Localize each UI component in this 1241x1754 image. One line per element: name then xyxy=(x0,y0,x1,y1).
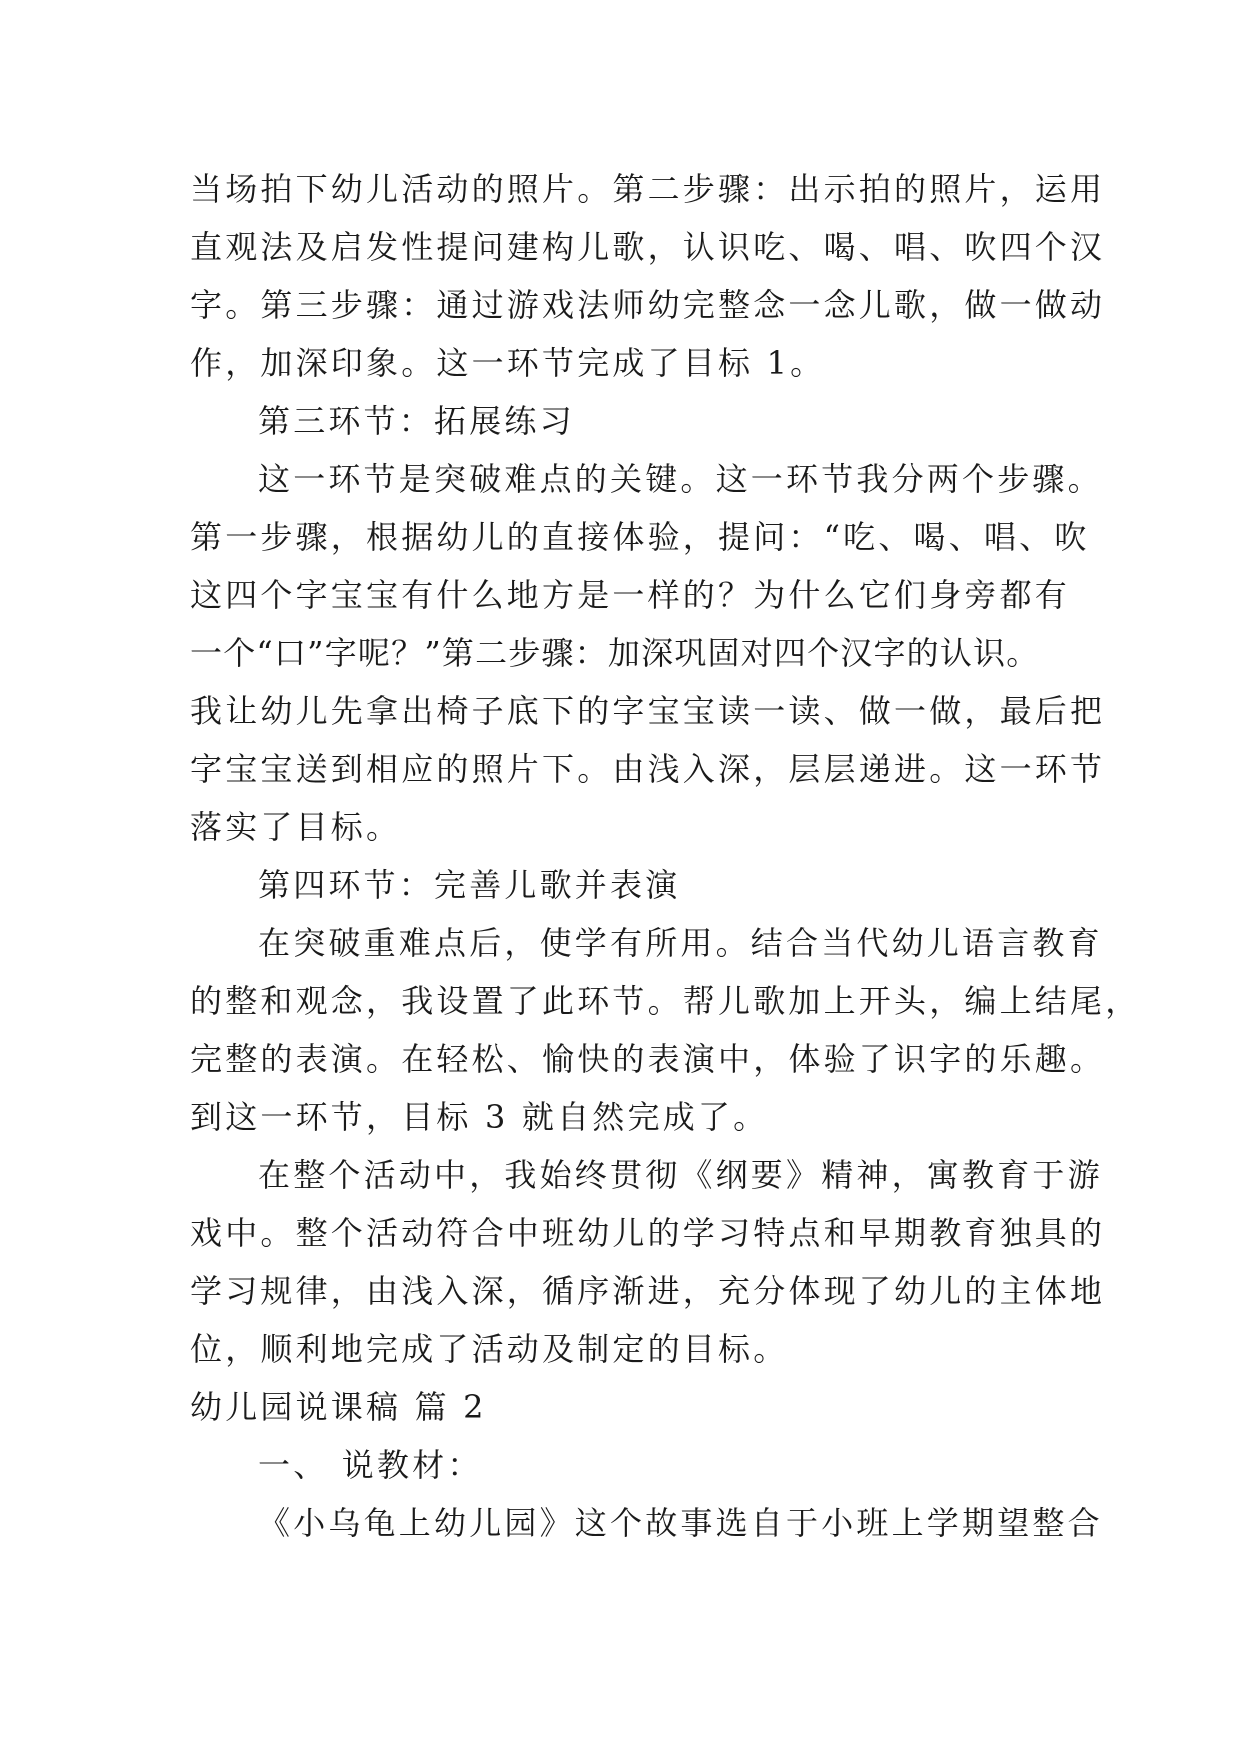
text-line: 当场拍下幼儿活动的照片。第二步骤：出示拍的照片，运用 xyxy=(190,170,1106,208)
text-line: 的整和观念，我设置了此环节。帮儿歌加上开头，编上结尾， xyxy=(190,982,1141,1020)
section-heading: 第四环节：完善儿歌并表演 xyxy=(258,866,681,904)
text-line: 作，加深印象。这一环节完成了目标 1。 xyxy=(190,344,826,382)
paragraph-start: 《小乌龟上幼儿园》这个故事选自于小班上学期望整合 xyxy=(258,1504,1103,1542)
article-title: 幼儿园说课稿 篇 2 xyxy=(190,1388,487,1426)
document-body xyxy=(190,160,1141,1552)
text-line: 落实了目标。 xyxy=(190,808,402,846)
text-line: 这四个字宝宝有什么地方是一样的？为什么它们身旁都有 xyxy=(190,576,1071,614)
text-line: 字。第三步骤：通过游戏法师幼完整念一念儿歌，做一做动 xyxy=(190,286,1106,324)
text-line: 完整的表演。在轻松、愉快的表演中，体验了识字的乐趣。 xyxy=(190,1040,1106,1078)
paragraph-start: 在突破重难点后，使学有所用。结合当代幼儿语言教育 xyxy=(258,924,1103,962)
text-line: 直观法及启发性提问建构儿歌，认识吃、喝、唱、吹四个汉 xyxy=(190,228,1106,266)
text-line: 位，顺利地完成了活动及制定的目标。 xyxy=(190,1330,789,1368)
text-line: 第一步骤，根据幼儿的直接体验，提问：“吃、喝、唱、吹 xyxy=(190,518,1090,556)
text-line: 学习规律，由浅入深，循序渐进，充分体现了幼儿的主体地 xyxy=(190,1272,1106,1310)
text-line: 到这一环节，目标 3 就自然完成了。 xyxy=(190,1098,769,1136)
paragraph-start: 这一环节是突破难点的关键。这一环节我分两个步骤。 xyxy=(258,460,1103,498)
text-line: 我让幼儿先拿出椅子底下的字宝宝读一读、做一做，最后把 xyxy=(190,692,1106,730)
text-line: 戏中。整个活动符合中班幼儿的学习特点和早期教育独具的 xyxy=(190,1214,1106,1252)
text-line: 字宝宝送到相应的照片下。由浅入深，层层递进。这一环节 xyxy=(190,750,1106,788)
section-heading: 一、 说教材： xyxy=(258,1446,483,1484)
text-line: 一个“口”字呢？”第二步骤：加深巩固对四个汉字的认识。 xyxy=(190,634,1040,672)
paragraph-start: 在整个活动中，我始终贯彻《纲要》精神，寓教育于游 xyxy=(258,1156,1103,1194)
section-heading: 第三环节：拓展练习 xyxy=(258,402,575,440)
